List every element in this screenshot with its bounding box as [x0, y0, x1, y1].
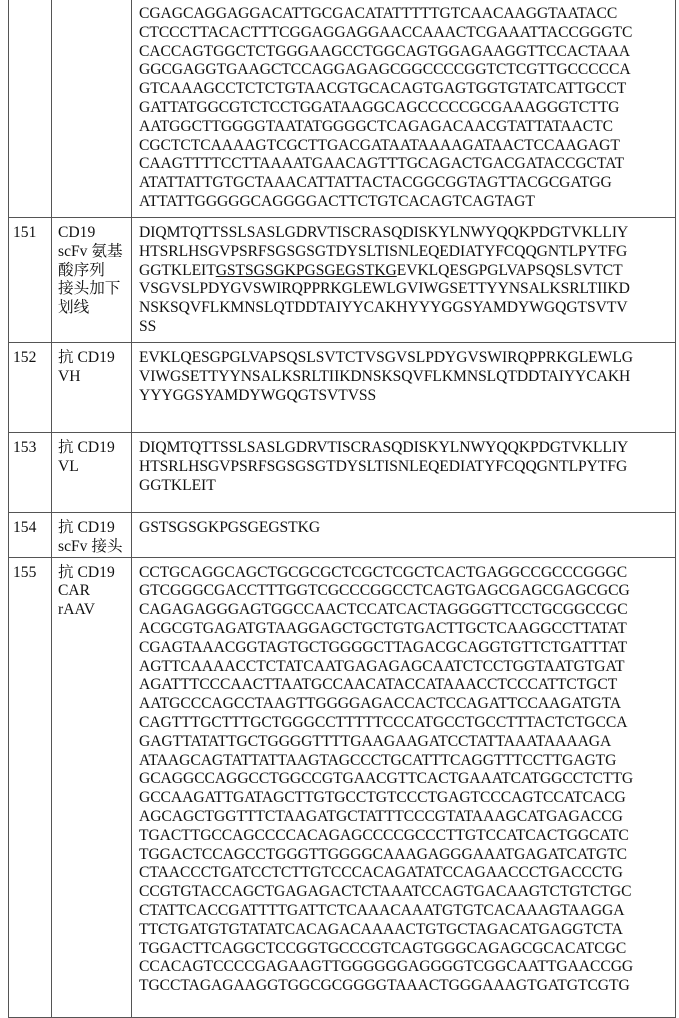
sequence-description [52, 557, 132, 1017]
sequence-line: CCTGCAGGCAGCTGCGCGCTCGCTCGCTCACTGAGGCCGCCCGGGC [139, 564, 675, 583]
sequence-line: GTCAAAGCCTCTCTGTAACGTGCACAGTGAGTGGTGTATCATTGCCT [139, 80, 675, 99]
sequence-line: CACCAGTGGCTCTGGGAAGCCTGGCAGTGGAGAAGGTTCCACTAAA [139, 43, 675, 62]
sequence-segment: EVKLQESGPGLVAPSQSLSVTCT [397, 262, 623, 279]
sequence-row [9, 0, 676, 218]
sequence-row [9, 433, 676, 513]
sequence-line: CGCTCTCAAAAGTCGCTTGACGATAATAAAAGATAACTCCAAGAGT [139, 137, 675, 156]
sequence-line: GAGTTATATTGCTGGGGTTTTGAAGAAGATCCTATTAAATAAAAGA [139, 733, 675, 752]
seq-id-number: 152 [9, 343, 52, 433]
sequence-description [52, 343, 132, 433]
seq-id-number [9, 0, 52, 218]
sequence-line: AGTTCAAAACCTCTATCAATGAGAGAGCAATCTCCTGGTAATGTGAT [139, 658, 675, 677]
sequence-line: TGGACTTCAGGCTCCGGTGCCCGTCAGTGGGCAGAGCGCACATCGC [139, 940, 675, 959]
sequence-description [52, 433, 132, 513]
sequence-text [132, 218, 676, 343]
description-line: rAAV [58, 601, 131, 620]
sequence-line: CAGAGAGGGAGTGGCCAACTCCATCACTAGGGGTTCCTGCGGCCGC [139, 601, 675, 620]
sequence-line: AGCAGCTGGTTTCTAAGATGCTATTTCCCGTATAAAGCATGAGACCG [139, 808, 675, 827]
sequence-text [132, 513, 676, 558]
sequence-line: GATTATGGCGTCTCCTGGATAAGGCAGCCCCCGCGAAAGGGTCTTG [139, 99, 675, 118]
description-line: 接头加下 [58, 280, 131, 299]
sequence-line: CGAGCAGGAGGACATTGCGACATATTTTTGTCAACAAGGTAATACC [139, 5, 675, 24]
description-line: 抗 CD19 [58, 564, 131, 583]
description-line: VL [58, 458, 131, 477]
description-line: scFv 氨基 [58, 243, 131, 262]
sequence-row [9, 513, 676, 558]
sequence-line: GTCGGGCGACCTTTGGTCGCCCGGCCTCAGTGAGCGAGCGAGCGCG [139, 582, 675, 601]
sequence-line: CTCCCTTACACTTTCGGAGGAGGAACCAAACTCGAAATTACCGGGTC [139, 24, 675, 43]
description-line: 抗 CD19 [58, 439, 131, 458]
sequence-line: ATAAGCAGTATTATTAAGTAGCCCTGCATTTCAGGTTTCCTTGAGTG [139, 752, 675, 771]
sequence-line: ACGCGTGAGATGTAAGGAGCTGCTGTGACTTGCTCAAGGCCTTATAT [139, 620, 675, 639]
sequence-line: GGTKLEIT [139, 477, 675, 496]
description-line: 抗 CD19 [58, 349, 131, 368]
sequence-description [52, 0, 132, 218]
sequence-line: CAGTTTGCTTTGCTGGGCCTTTTTCCCATGCCTGCCTTTACTCTGCCA [139, 714, 675, 733]
sequence-line: ATATTATTGTGCTAAACATTATTACTACGGCGGTAGTTACGCGATGG [139, 174, 675, 193]
sequence-row [9, 557, 676, 1017]
description-line: scFv 接头 [58, 538, 131, 557]
sequence-line: AATGGCTTGGGGTAATATGGGGCTCAGAGACAACGTATTATAACTC [139, 118, 675, 137]
sequence-line [139, 262, 675, 281]
description-line: CD19 [58, 224, 131, 243]
sequence-description [52, 513, 132, 558]
sequence-line: DIQMTQTTSSLSASLGDRVTISCRASQDISKYLNWYQQKPDGTVKLLIY [139, 439, 675, 458]
sequence-line: YYYGGSYAMDYWGQGTSVTVSS [139, 387, 675, 406]
seq-id-number: 153 [9, 433, 52, 513]
sequence-line: GGCGAGGTGAAGCTCCAGGAGAGCGGCCCCGGTCTCGTTGCCCCCA [139, 61, 675, 80]
sequence-line: ATTATTGGGGGCAGGGGACTTCTGTCACAGTCAGTAGT [139, 193, 675, 212]
sequence-table [8, 0, 676, 1018]
sequence-line: TGCCTAGAGAAGGTGGCGCGGGGTAAACTGGGAAAGTGATGTCGTG [139, 977, 675, 996]
description-line: VH [58, 368, 131, 387]
seq-id-number: 151 [9, 218, 52, 343]
sequence-segment: GGTKLEIT [139, 262, 216, 279]
linker-underlined: GSTSGSGKPGSGEGSTKG [216, 262, 397, 279]
sequence-line: NSKSQVFLKMNSLQTDDTAIYYCAKHYYYGGSYAMDYWGQGTSVTV [139, 299, 675, 318]
description-line: 抗 CD19 [58, 519, 131, 538]
sequence-line: HTSRLHSGVPSRFSGSGSGTDYSLTISNLEQEDIATYFCQQGNTLPYTFG [139, 243, 675, 262]
sequence-line: CGAGTAAACGGTAGTGCTGGGGCTTAGACGCAGGTGTTCTGATTTAT [139, 639, 675, 658]
description-line: 酸序列 [58, 262, 131, 281]
sequence-line: TTCTGATGTGTATATCACAGACAAAACTGTGCTAGACATGAGGTCTA [139, 921, 675, 940]
sequence-line: CAAGTTTTCCTTAAAATGAACAGTTTGCAGACTGACGATACCGCTAT [139, 155, 675, 174]
sequence-line: TGACTTGCCAGCCCCACAGAGCCCCGCCCTTGTCCATCACTGGCATC [139, 827, 675, 846]
sequence-line: CCACAGTCCCCGAGAAGTTGGGGGGAGGGGTCGGCAATTGAACCGG [139, 958, 675, 977]
sequence-line: CTAACCCTGATCCTCTTGTCCCACAGATATCCAGAACCCTGACCCTG [139, 864, 675, 883]
sequence-line: SS [139, 318, 675, 337]
sequence-line: CCGTGTACCAGCTGAGAGACTCTAAATCCAGTGACAAGTCTGTCTGC [139, 883, 675, 902]
sequence-line: GCAGGCCAGGCCTGGCCGTGAACGTTCACTGAAATCATGGCCTCTTG [139, 770, 675, 789]
sequence-line: AGATTTCCCAACTTAATGCCAACATACCATAAACCTCCCATTCTGCT [139, 676, 675, 695]
sequence-line: VSGVSLPDYGVSWIRQPPRKGLEWLGVIWGSETTYYNSALKSRLTIIKD [139, 280, 675, 299]
description-line: CAR [58, 582, 131, 601]
sequence-text [132, 343, 676, 433]
sequence-text [132, 557, 676, 1017]
sequence-text [132, 0, 676, 218]
sequence-line: EVKLQESGPGLVAPSQSLSVTCTVSGVSLPDYGVSWIRQPPRKGLEWLG [139, 349, 675, 368]
sequence-line: AATGCCCAGCCTAAGTTGGGGAGACCACTCCAGATTCCAAGATGTA [139, 695, 675, 714]
sequence-row [9, 343, 676, 433]
sequence-description [52, 218, 132, 343]
sequence-line: GCCAAGATTGATAGCTTGTGCCTGTCCCTGAGTCCCAGTCCATCACG [139, 789, 675, 808]
sequence-row [9, 218, 676, 343]
description-line: 划线 [58, 299, 131, 318]
sequence-text [132, 433, 676, 513]
sequence-line: HTSRLHSGVPSRFSGSGSGTDYSLTISNLEQEDIATYFCQQGNTLPYTFG [139, 458, 675, 477]
sequence-line: CTATTCACCGATTTTGATTCTCAAACAAATGTGTCACAAAGTAAGGA [139, 902, 675, 921]
seq-id-number: 155 [9, 557, 52, 1017]
seq-id-number: 154 [9, 513, 52, 558]
sequence-line: GSTSGSGKPGSGEGSTKG [139, 519, 675, 538]
sequence-table-body [9, 0, 676, 1017]
sequence-line: TGGACTCCAGCCTGGGTTGGGGCAAAGAGGGAAATGAGATCATGTC [139, 846, 675, 865]
sequence-line: VIWGSETTYYNSALKSRLTIIKDNSKSQVFLKMNSLQTDDTAIYYCAKH [139, 368, 675, 387]
sequence-line: DIQMTQTTSSLSASLGDRVTISCRASQDISKYLNWYQQKPDGTVKLLIY [139, 224, 675, 243]
